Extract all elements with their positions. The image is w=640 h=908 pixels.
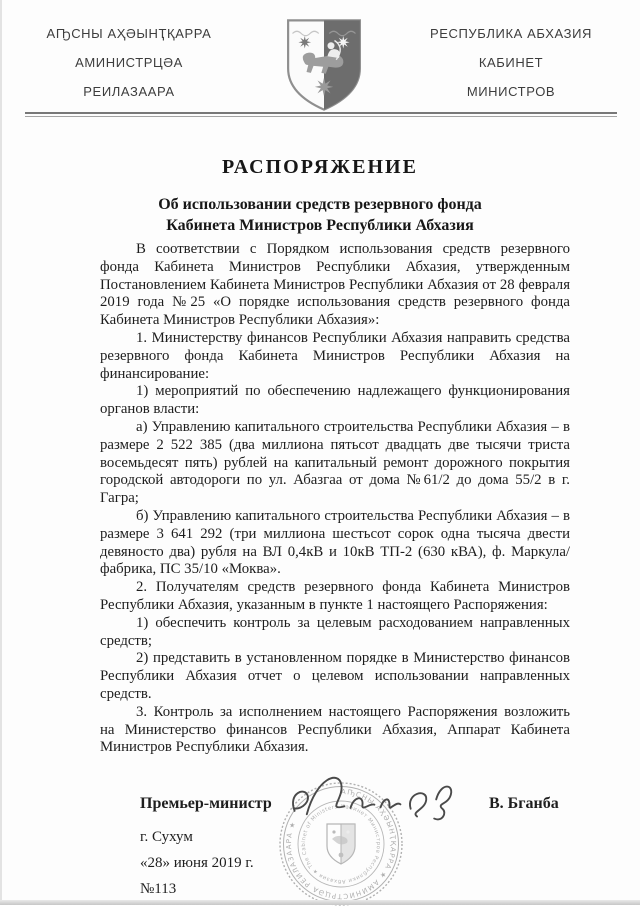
- signer-name: В. Бганба: [489, 795, 559, 812]
- signer-post-label: Премьер-министр: [140, 795, 272, 812]
- document-city: г. Сухум: [140, 829, 193, 845]
- clause-2-1: 1) обеспечить контроль за целевым расходованием направленных средств;: [100, 614, 570, 649]
- handwritten-signature: [281, 761, 494, 834]
- clause-1-a: а) Управлению капитального строительства Республики Абхазия – в размере 2 522 385 (два миллиона пятьсот двадцать две тысячи триста восемьдесят пять) рублей на капитальный ремонт дорожного покрытия городской автодороги по ул. Абазгаа от дома №61/2 до дома 55/2 в г. Гагра;: [100, 418, 570, 507]
- paragraph-2: 2. Получателям средств резервного фонда Кабинета Министров Республики Абхазия, указанным в пункте 1 настоящего Распоряжения:: [100, 579, 570, 613]
- letterhead-russian-line-2: КАБИНЕТ: [478, 55, 544, 70]
- letterhead-abkhaz-line-1: АҦСНЫ АҲӘЫНҬҚАРРА: [46, 26, 212, 41]
- document-number: №113: [140, 881, 177, 897]
- scan-edge-bottom: [0, 900, 640, 905]
- document-subtitle-line-2: Кабинета Министров Республики Абхазия: [166, 217, 474, 234]
- letterhead-divider-rule: [25, 112, 617, 117]
- abkhazia-coat-of-arms-icon: [280, 16, 368, 114]
- letterhead-russian-line-1: РЕСПУБЛИКА АБХАЗИЯ: [429, 26, 593, 41]
- paragraph-intro: В соответствии с Порядком использования средств резервного фонда Кабинета Министров Республики Абхазия, утвержденным Постановлением Кабинета Министров Республики Абхазия от 28 февраля 2019 года №25 «О порядке использования средств резервного фонда Кабинета Министров Республики Абхазия»:: [100, 241, 570, 329]
- letterhead-russian: [402, 26, 620, 113]
- document-title: РАСПОРЯЖЕНИЕ: [222, 156, 418, 178]
- clause-1-b: б) Управлению капитального строительства Республики Абхазия – в размере 3 641 292 (три миллиона шестьсот сорок одна тысяча двести девяносто два) рубля на ВЛ 0,4кВ и 10кВ ТП-2 (630 кВА), ф. Маркула/фабрика, ПС 35/10 «Моква».: [100, 507, 570, 578]
- letterhead-abkhaz: [20, 26, 238, 113]
- scan-edge-left: [0, 0, 2, 905]
- document-body: [100, 241, 570, 757]
- clause-2-2: 2) представить в установленном порядке в Министерство финансов Республики Абхазия отчет о целевом использовании направленных средств.: [100, 650, 570, 702]
- seal-outer-ring-text: АҦСНЫ АҲӘЫНҬҚАРРА ★ АМИНИСТРЦӘА РЕИЛАЗААРА ★: [284, 787, 398, 901]
- document-date: «28» июня 2019 г.: [140, 855, 254, 871]
- paragraph-1: 1. Министерству финансов Республики Абхазия направить средства резервного фонда Кабинета Министров Республики Абхазия на финансирование:: [100, 329, 570, 382]
- seal-inner-ring-text: Кабинет Министров Республики Абхазия ★ The Cabinet of Ministers: [300, 803, 382, 885]
- letterhead-abkhaz-line-2: АМИНИСТРЦӘА: [75, 55, 183, 70]
- clause-1-1: 1) мероприятий по обеспечению надлежащего функционирования органов власти:: [100, 383, 570, 418]
- document-subtitle: [0, 194, 640, 236]
- letterhead-abkhaz-line-3: РЕИЛАЗААРА: [83, 84, 175, 99]
- paragraph-3: 3. Контроль за исполнением настоящего Распоряжения возложить на Министерство финансов Республики Абхазия, Аппарат Кабинета Министров Республики Абхазия.: [100, 703, 570, 756]
- document-subtitle-line-1: Об использовании средств резервного фонда: [158, 196, 482, 213]
- letterhead-russian-line-3: МИНИСТРОВ: [466, 84, 556, 99]
